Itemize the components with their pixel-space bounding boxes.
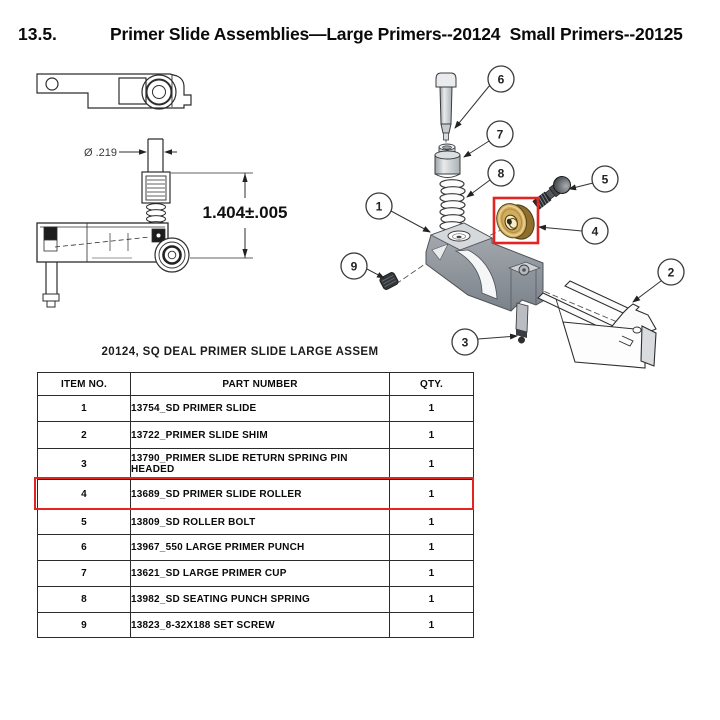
part-return-pin [516, 303, 528, 343]
cell-item: 5 [38, 510, 131, 535]
balloon-1-label: 1 [375, 199, 383, 214]
balloon-8-label: 8 [497, 166, 505, 181]
return-pin-side-view [43, 262, 59, 307]
cell-part: 13722_PRIMER SLIDE SHIM [131, 422, 390, 449]
left-drawing [37, 74, 287, 307]
diameter-label: Ø .219 [83, 147, 117, 159]
assembly-figure [0, 55, 720, 380]
cell-item: 2 [38, 422, 131, 449]
balloon-3-label: 3 [461, 335, 469, 350]
balloon-2-label: 2 [667, 265, 675, 280]
table-row [38, 396, 474, 422]
cell-part: 13967_550 LARGE PRIMER PUNCH [131, 535, 390, 561]
balloon-1 [366, 193, 392, 219]
cell-part: 13621_SD LARGE PRIMER CUP [131, 561, 390, 587]
cell-qty: 1 [390, 613, 474, 638]
cell-part: 13754_SD PRIMER SLIDE [131, 396, 390, 422]
part-punch [436, 73, 456, 140]
page-title: Primer Slide Assemblies—Large Primers--20124 Small Primers--20125 [110, 24, 683, 44]
part-primer-cup [435, 144, 460, 178]
table-header-row [38, 373, 474, 396]
table-caption: 20124, SQ DEAL PRIMER SLIDE LARGE ASSEM [101, 346, 379, 358]
cell-item: 6 [38, 535, 131, 561]
part-roller [492, 197, 540, 246]
part-set-screw [379, 272, 399, 291]
cell-item: 7 [38, 561, 131, 587]
table-row-highlighted [38, 480, 474, 510]
balloon-6-label: 6 [497, 72, 505, 87]
cell-item: 3 [38, 449, 131, 480]
balloon-9-label: 9 [350, 259, 358, 274]
cell-qty: 1 [390, 561, 474, 587]
balloon-8 [488, 160, 514, 186]
parts-table [37, 372, 474, 638]
top-view [37, 74, 191, 109]
exploded-view [341, 66, 684, 368]
cell-qty: 1 [390, 449, 474, 480]
balloon-9 [341, 253, 367, 279]
cell-qty: 1 [390, 422, 474, 449]
table-row [38, 422, 474, 449]
balloon-6 [488, 66, 514, 92]
part-spring [440, 180, 465, 231]
side-view [37, 139, 189, 307]
cell-part: 13790_PRIMER SLIDE RETURN SPRING PIN HEADED [131, 449, 390, 480]
cell-item: 4 [38, 480, 131, 510]
cell-qty: 1 [390, 480, 474, 510]
roller-side-view [155, 238, 189, 272]
table-row [38, 535, 474, 561]
cell-qty: 1 [390, 535, 474, 561]
balloon-7-label: 7 [496, 127, 504, 142]
balloon-5 [592, 166, 618, 192]
table-row [38, 613, 474, 638]
balloon-4-label: 4 [591, 224, 599, 239]
cell-part: 13809_SD ROLLER BOLT [131, 510, 390, 535]
balloon-7 [487, 121, 513, 147]
cell-part: 13982_SD SEATING PUNCH SPRING [131, 587, 390, 613]
table-row [38, 510, 474, 535]
balloon-2 [658, 259, 684, 285]
height-dimension [171, 173, 287, 258]
balloon-4 [582, 218, 608, 244]
table-row [38, 449, 474, 480]
cell-qty: 1 [390, 587, 474, 613]
height-tolerance-label: 1.404±.005 [202, 203, 288, 222]
cell-qty: 1 [390, 396, 474, 422]
cell-part: 13689_SD PRIMER SLIDE ROLLER [131, 480, 390, 510]
part-primer-slide-body [426, 223, 543, 343]
section-number: 13.5. [18, 24, 57, 44]
header-item-no: ITEM NO. [38, 373, 131, 396]
cell-part: 13823_8-32X188 SET SCREW [131, 613, 390, 638]
cell-item: 1 [38, 396, 131, 422]
cell-item: 9 [38, 613, 131, 638]
header-qty: QTY. [390, 373, 474, 396]
part-shim [538, 281, 656, 368]
balloon-5-label: 5 [601, 172, 609, 187]
table-row [38, 561, 474, 587]
balloon-3 [452, 329, 478, 355]
table-row [38, 587, 474, 613]
cell-item: 8 [38, 587, 131, 613]
header-part-number: PART NUMBER [131, 373, 390, 396]
cell-qty: 1 [390, 510, 474, 535]
